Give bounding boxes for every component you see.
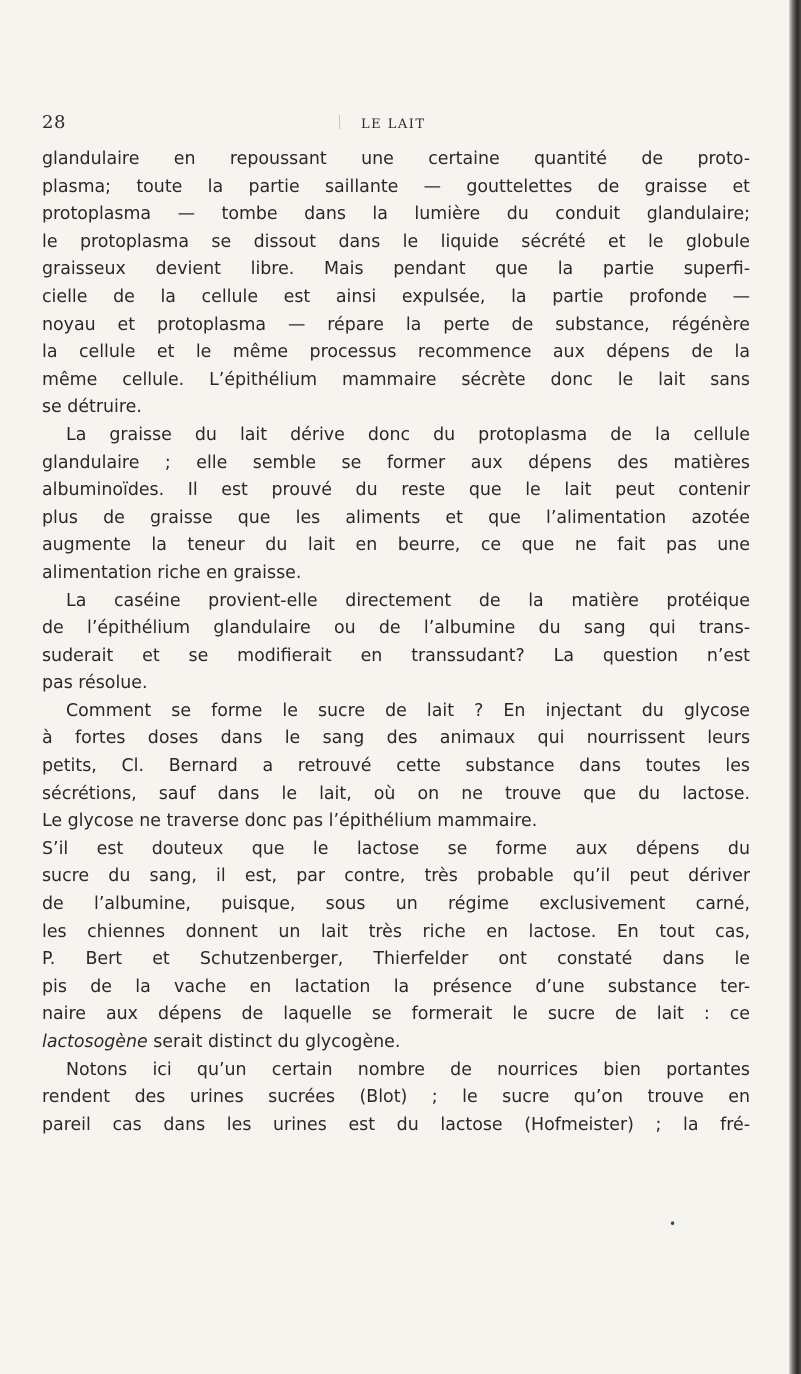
text-line: pas résolue. bbox=[42, 673, 148, 694]
running-title: LE LAIT bbox=[361, 117, 426, 132]
page-header bbox=[0, 99, 790, 139]
page-binding-edge bbox=[789, 0, 801, 1374]
text-line: augmente la teneur du lait en beurre, ce que ne fait pas une bbox=[42, 535, 750, 556]
text-line: suderait et se modifierait en transsudant? La question n’est bbox=[42, 645, 750, 666]
text-line: alimentation riche en graisse. bbox=[42, 562, 302, 583]
text-line: le protoplasma se dissout dans le liquide sécrété et le globule bbox=[42, 231, 750, 252]
paragraph-start-line: Comment se forme le sucre de lait ? En injectant du glycose bbox=[66, 700, 750, 721]
text-line: glandulaire en repoussant une certaine quantité de proto- bbox=[42, 149, 750, 169]
italic-term: lactosogène bbox=[42, 1032, 148, 1052]
text-line: les chiennes donnent un lait très riche en lactose. En tout cas, bbox=[42, 921, 750, 942]
text-line: S’il est douteux que le lactose se forme aux dépens du bbox=[42, 838, 750, 859]
text-line: naire aux dépens de laquelle se formerait le sucre de lait : ce bbox=[42, 1004, 750, 1025]
text-line: pareil cas dans les urines est du lactose (Hofmeister) ; la fré- bbox=[42, 1114, 750, 1135]
text-line: cielle de la cellule est ainsi expulsée, la partie profonde — bbox=[42, 286, 750, 307]
paragraph-start-line: Notons ici qu’un certain nombre de nourrices bien portantes bbox=[66, 1059, 750, 1080]
body-text bbox=[42, 146, 750, 1139]
text-line: protoplasma — tombe dans la lumière du conduit glandulaire; bbox=[42, 204, 750, 225]
print-mark: • bbox=[669, 1217, 677, 1231]
text-line: sucre du sang, il est, par contre, très probable qu’il peut dériver bbox=[42, 866, 750, 887]
header-divider bbox=[339, 115, 340, 129]
paragraph-start-line: La caséine provient-elle directement de la matière protéique bbox=[66, 590, 750, 611]
text-line: de l’épithélium glandulaire ou de l’albumine du sang qui trans- bbox=[42, 618, 750, 639]
text-line bbox=[42, 1029, 750, 1057]
text-fragment: serait distinct du glycogène. bbox=[147, 1032, 401, 1052]
text-line: à fortes doses dans le sang des animaux qui nourrissent leurs bbox=[42, 728, 750, 749]
text-line: de l’albumine, puisque, sous un régime exclusivement carné, bbox=[42, 894, 750, 915]
text-line: pis de la vache en lactation la présence d’une substance ter- bbox=[42, 976, 750, 997]
text-line: sécrétions, sauf dans le lait, où on ne trouve que du lactose. bbox=[42, 783, 750, 804]
text-line: plasma; toute la partie saillante — gouttelettes de graisse et bbox=[42, 176, 750, 197]
page-number: 28 bbox=[42, 112, 66, 133]
text-line: même cellule. L’épithélium mammaire sécrète donc le lait sans bbox=[42, 369, 750, 390]
text-line: rendent des urines sucrées (Blot) ; le sucre qu’on trouve en bbox=[42, 1087, 750, 1108]
text-line: albuminoïdes. Il est prouvé du reste que le lait peut contenir bbox=[42, 480, 750, 501]
text-line: petits, Cl. Bernard a retrouvé cette substance dans toutes les bbox=[42, 756, 750, 777]
text-line: P. Bert et Schutzenberger, Thierfelder ont constaté dans le bbox=[42, 949, 750, 970]
text-line: plus de graisse que les aliments et que l’alimentation azotée bbox=[42, 507, 750, 528]
text-line: la cellule et le même processus recommence aux dépens de la bbox=[42, 342, 750, 363]
text-line: graisseux devient libre. Mais pendant que la partie superfi- bbox=[42, 259, 750, 280]
text-line: noyau et protoplasma — répare la perte de substance, régénère bbox=[42, 314, 750, 335]
text-line: Le glycose ne traverse donc pas l’épithélium mammaire. bbox=[42, 811, 538, 832]
text-line: se détruire. bbox=[42, 397, 142, 418]
paragraph-start-line: La graisse du lait dérive donc du protoplasma de la cellule bbox=[66, 424, 750, 445]
text-line: glandulaire ; elle semble se former aux dépens des matières bbox=[42, 452, 750, 473]
